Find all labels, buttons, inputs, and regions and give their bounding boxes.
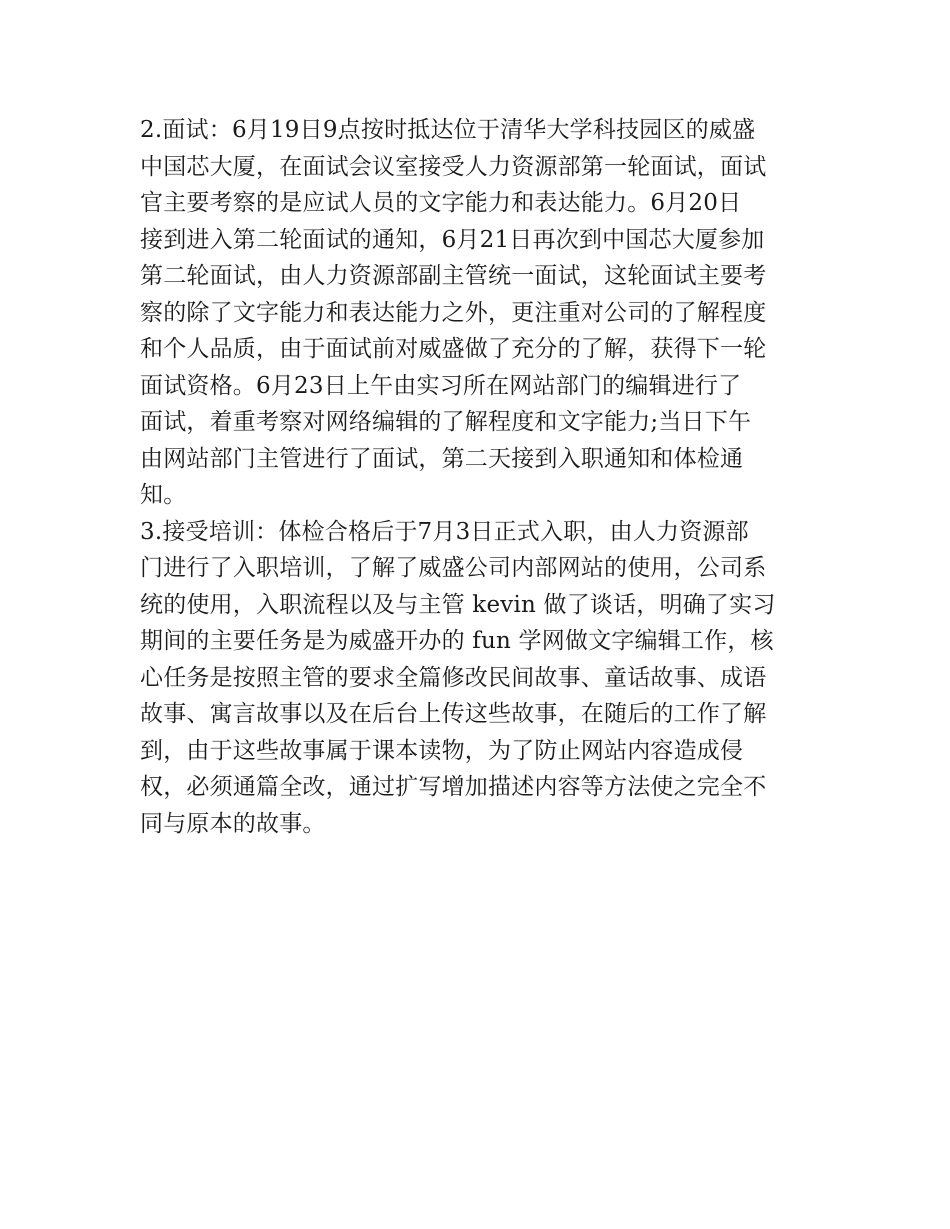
text-line: 第二轮面试，由人力资源部副主管统一面试，这轮面试主要考: [140, 263, 767, 289]
text-line: 察的除了文字能力和表达能力之外，更注重对公司的了解程度: [140, 299, 767, 326]
text-line: 期间的主要任务是为威盛开办的 fun 学网做文字编辑工作，核: [140, 628, 774, 654]
text-line: 3.接受培训：体检合格后于7月3日正式入职，由人力资源部: [140, 518, 749, 545]
text-line: 2.面试：6月19日9点按时抵达位于清华大学科技园区的威盛: [140, 117, 756, 143]
text-line: 故事、寓言故事以及在后台上传这些故事，在随后的工作了解: [140, 701, 767, 727]
text-line: 统的使用，入职流程以及与主管 kevin 做了谈话，明确了实习: [140, 591, 776, 618]
text-line: 由网站部门主管进行了面试，第二天接到入职通知和体检通: [140, 445, 744, 472]
text-line: 官主要考察的是应试人员的文字能力和表达能力。6月20日: [140, 190, 742, 216]
text-line: 和个人品质，由于面试前对威盛做了充分的了解，获得下一轮: [140, 336, 767, 362]
text-line: 面试，着重考察对网络编辑的了解程度和文字能力;当日下午: [140, 409, 752, 435]
text-line: 面试资格。6月23日上午由实习所在网站部门的编辑进行了: [140, 372, 742, 399]
text-line: 到，由于这些故事属于课本读物，为了防止网站内容造成侵: [140, 737, 744, 764]
text-line: 中国芯大厦，在面试会议室接受人力资源部第一轮面试，面试: [140, 153, 767, 180]
text-line: 同与原本的故事。: [140, 810, 326, 837]
text-line: 心任务是按照主管的要求全篇修改民间故事、童话故事、成语: [140, 664, 767, 691]
text-line: 权，必须通篇全改，通过扩写增加描述内容等方法使之完全不: [140, 774, 767, 800]
document-body: [140, 112, 820, 842]
text-line: 接到进入第二轮面试的通知，6月21日再次到中国芯大厦参加: [140, 226, 765, 253]
text-line: 知。: [140, 482, 187, 508]
text-line: 门进行了入职培训，了解了威盛公司内部网站的使用，公司系: [140, 555, 767, 581]
